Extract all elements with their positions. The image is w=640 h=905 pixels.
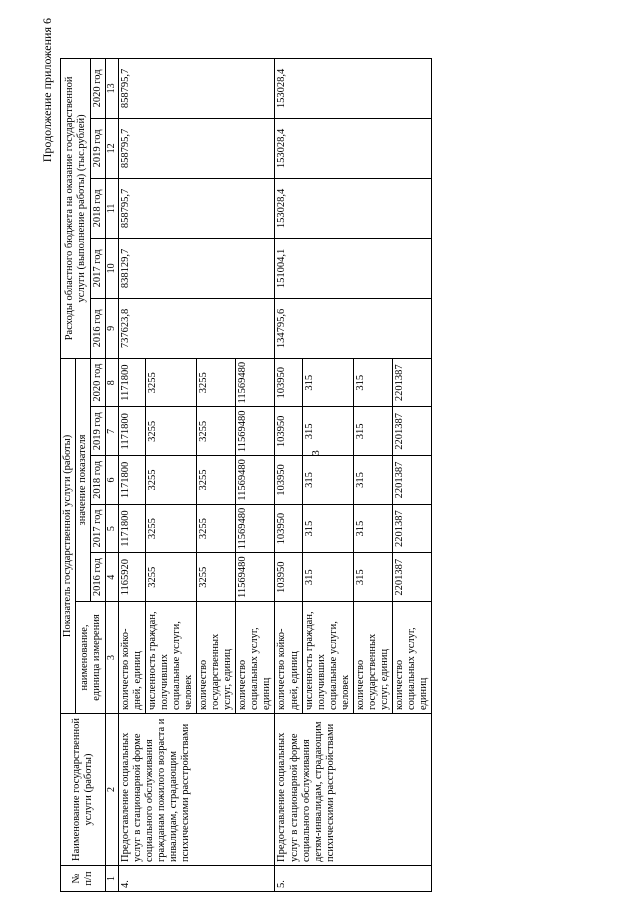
expense-value: 737623,8	[118, 298, 275, 358]
expense-value: 858795,7	[118, 118, 275, 178]
indicator-value: 3255	[197, 358, 236, 407]
col-no-header: № п/п	[61, 866, 106, 892]
indicator-value: 315	[302, 553, 353, 602]
indicator-name: количество социальных услуг, единиц	[236, 602, 275, 714]
expense-value: 134795,6	[275, 298, 432, 358]
col-indicator-group-header: Показатель государственной услуги (работы)	[61, 358, 76, 713]
indicator-value: 2201387	[393, 456, 432, 505]
indicator-value: 2201387	[393, 553, 432, 602]
col-service-header: Наименование государственной услуги (работы)	[61, 714, 106, 866]
indicator-name: количество государственных услуг, единиц	[353, 602, 392, 714]
expense-value: 153028,4	[275, 58, 432, 118]
service-name: Предоставление социальных услуг в стационарной форме социального обслуживания детям-инвалидам, страдающим психическими расстройствами	[275, 714, 432, 866]
services-table	[60, 58, 432, 892]
col-indicator-name-header: наименование, единица измерения	[76, 602, 106, 714]
indicator-name: численность граждан, получивших социальные услуги, человек	[302, 602, 353, 714]
indicator-value: 2201387	[393, 358, 432, 407]
continuation-label: Продолжение приложения 6	[40, 18, 54, 163]
column-index-cell: 7	[106, 407, 119, 456]
indicator-value: 3255	[145, 358, 196, 407]
expense-value: 153028,4	[275, 118, 432, 178]
table-body	[118, 58, 432, 891]
indicator-value: 1171800	[118, 456, 145, 505]
indicator-value: 103950	[275, 407, 302, 456]
indicator-value: 11569480	[236, 456, 275, 505]
indicator-value: 1171800	[118, 407, 145, 456]
expense-value: 151004,1	[275, 238, 432, 298]
indicator-value: 315	[353, 456, 392, 505]
value-year-header: 2019 год	[91, 407, 106, 456]
column-index-cell: 6	[106, 456, 119, 505]
indicator-value: 11569480	[236, 504, 275, 553]
indicator-value: 1171800	[118, 504, 145, 553]
column-index-cell: 13	[106, 58, 119, 118]
indicator-value: 315	[353, 504, 392, 553]
indicator-value: 103950	[275, 504, 302, 553]
indicator-value: 11569480	[236, 553, 275, 602]
indicator-value: 3255	[197, 407, 236, 456]
indicator-value: 103950	[275, 358, 302, 407]
indicator-value: 103950	[275, 553, 302, 602]
indicator-name: количество государственных услуг, единиц	[197, 602, 236, 714]
expense-value: 858795,7	[118, 58, 275, 118]
column-index-cell: 5	[106, 504, 119, 553]
expense-year-header: 2020 год	[91, 58, 106, 118]
indicator-value: 315	[353, 553, 392, 602]
table-row	[118, 58, 145, 891]
indicator-value: 3255	[197, 504, 236, 553]
value-year-header: 2016 год	[91, 553, 106, 602]
indicator-value: 11569480	[236, 358, 275, 407]
row-number: 4.	[118, 866, 275, 892]
indicator-value: 11569480	[236, 407, 275, 456]
indicator-value: 103950	[275, 456, 302, 505]
column-index-cell: 11	[106, 178, 119, 238]
indicator-value: 2201387	[393, 407, 432, 456]
indicator-name: количество койко-дней, единиц	[118, 602, 145, 714]
expense-value: 858795,7	[118, 178, 275, 238]
indicator-value: 3255	[197, 553, 236, 602]
row-number: 5.	[275, 866, 432, 892]
indicator-value: 3255	[197, 456, 236, 505]
col-expense-group-header: Расходы областного бюджета на оказание государственной услуги (выполнение работы) (тыс.рублей)	[61, 58, 91, 358]
value-year-header: 2020 год	[91, 358, 106, 407]
indicator-value: 315	[353, 358, 392, 407]
indicator-value: 315	[302, 407, 353, 456]
indicator-value: 315	[353, 407, 392, 456]
indicator-name: количество койко-дней, единиц	[275, 602, 302, 714]
indicator-name: количество социальных услуг, единиц	[393, 602, 432, 714]
table-row	[275, 58, 302, 891]
col-values-group-header: значение показателя	[76, 358, 91, 601]
expense-year-header: 2018 год	[91, 178, 106, 238]
indicator-value: 2201387	[393, 504, 432, 553]
column-index-cell: 9	[106, 298, 119, 358]
column-index-cell: 1	[106, 866, 119, 892]
indicator-value: 3255	[145, 407, 196, 456]
page-number: 3	[309, 450, 322, 456]
expense-year-header: 2019 год	[91, 118, 106, 178]
indicator-value: 1165920	[118, 553, 145, 602]
value-year-header: 2017 год	[91, 504, 106, 553]
column-index-cell: 12	[106, 118, 119, 178]
expense-year-header: 2016 год	[91, 298, 106, 358]
service-name: Предоставление социальных услуг в стационарной форме социального обслуживания гражданам пожилого возраста и инвалидам, страдающим психическими расстройствами	[118, 714, 275, 866]
indicator-value: 315	[302, 358, 353, 407]
indicator-value: 3255	[145, 456, 196, 505]
expense-year-header: 2017 год	[91, 238, 106, 298]
column-index-cell: 4	[106, 553, 119, 602]
indicator-value: 3255	[145, 553, 196, 602]
rotated-page-content	[40, 12, 600, 892]
indicator-value: 3255	[145, 504, 196, 553]
indicator-name: численность граждан, получивших социальные услуги, человек	[145, 602, 196, 714]
column-index-cell: 8	[106, 358, 119, 407]
value-year-header: 2018 год	[91, 456, 106, 505]
expense-value: 153028,4	[275, 178, 432, 238]
column-index-cell: 10	[106, 238, 119, 298]
indicator-value: 315	[302, 456, 353, 505]
column-index-row	[106, 58, 119, 891]
expense-value: 838129,7	[118, 238, 275, 298]
indicator-value: 1171800	[118, 358, 145, 407]
column-index-cell: 3	[106, 602, 119, 714]
column-index-cell: 2	[106, 714, 119, 866]
indicator-value: 315	[302, 504, 353, 553]
